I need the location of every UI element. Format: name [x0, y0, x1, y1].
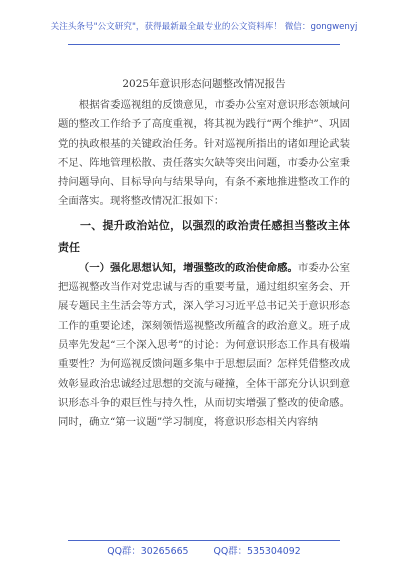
qq-group-1: QQ群：30265665: [107, 546, 189, 557]
subsection-heading: （一）强化思想认知，增强整改的政治使命感。: [78, 261, 298, 274]
subsection-paragraph: [58, 259, 350, 433]
qq-group-2: QQ群：535304092: [213, 546, 301, 557]
promo-banner: 关注头条号"公文研究"，获得最新最全最专业的公文资料库！ 微信：gongwenyj: [50, 22, 358, 32]
section-heading: 一、提升政治站位，以强烈的政治责任感担当整改主体责任: [58, 218, 350, 254]
footer: [0, 543, 408, 557]
header-divider: [68, 44, 340, 45]
document-title: 2025年意识形态问题整改情况报告: [122, 78, 286, 90]
document-body: [58, 96, 350, 432]
footer-divider: [68, 540, 340, 541]
intro-paragraph: 根据省委巡视组的反馈意见，市委办公室对意识形态领域问题的整改工作给予了高度重视，将其视为践行“两个维护”、巩固党的执政根基的关键政治任务。针对巡视所指出的诸如理论武装不足、阵地管理松散、责任落实欠缺等突出问题，市委办公室秉持问题导向、目标导向与结果导向，有条不紊地推进整改工作的全面落实。现将整改情况汇报如下：: [58, 99, 350, 208]
subsection-body: 市委办公室把巡视整改当作对党忠诚与否的重要考量，通过组织室务会、开展专题民主生活会等方式，深入学习习近平总书记关于意识形态工作的重要论述，深刻领悟巡视整改所蕴含的政治意义。班子成员率先发起“三个深入思考”的讨论：为何意识形态工作具有极端重要性？为何巡视反馈问题多集中于思想层面？怎样凭借整改成效彰显政治忠诚经过思想的交流与碰撞，全体干部充分认识到意识形态斗争的艰巨性与持久性，从而切实增强了整改的使命感。同时，确立“第一议题”学习制度，将意识形态相关内容纳: [58, 261, 351, 429]
